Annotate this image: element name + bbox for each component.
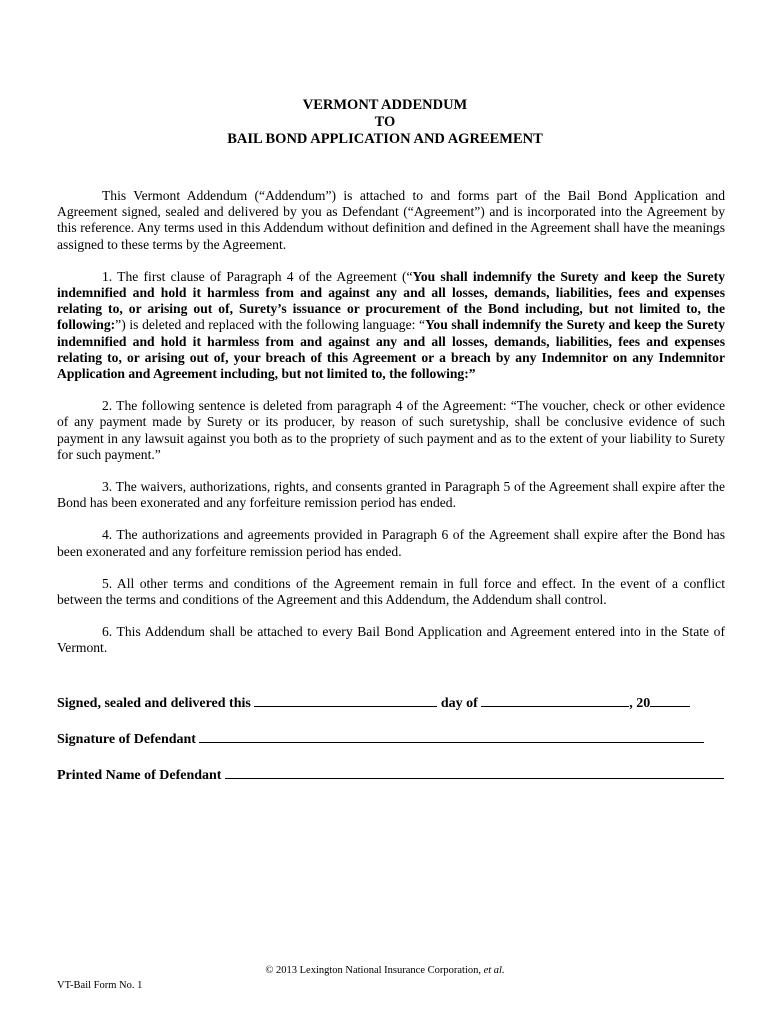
paragraph-1 (57, 269, 725, 382)
intro-paragraph: This Vermont Addendum (“Addendum”) is attached to and forms part of the Bail Bond Application and Agreement signed, sealed and delivered by you as Defendant (“Agreement”) and is incorporated into the Agreement by this reference. Any terms used in this Addendum without definition and defined in the Agreement shall have the meanings assigned to these terms by the Agreement. (57, 188, 725, 252)
document-title (0, 97, 770, 148)
title-line-1: VERMONT ADDENDUM (302, 97, 468, 113)
form-number: VT-Bail Form No. 1 (57, 980, 143, 991)
paragraph-3: 3. The waivers, authorizations, rights, and consents granted in Paragraph 5 of the Agreement shall expire after the Bond has been exonerated and any forfeiture remission period has ended. (57, 479, 725, 511)
printed-name-label: Printed Name of Defendant (57, 768, 222, 783)
title-line-3: BAIL BOND APPLICATION AND AGREEMENT (227, 131, 543, 147)
day-blank[interactable] (254, 693, 437, 707)
year-blank[interactable] (650, 693, 690, 707)
month-blank[interactable] (481, 693, 629, 707)
defendant-signature-label: Signature of Defendant (57, 732, 196, 747)
year-prefix: , 20 (629, 696, 651, 711)
paragraph-1-lead: 1. The first clause of Paragraph 4 of the Agreement (“ (102, 268, 413, 284)
paragraph-1-mid: ”) is deleted and replaced with the following language: “ (115, 317, 426, 333)
defendant-signature-line (57, 729, 757, 748)
copyright-text: © 2013 Lexington National Insurance Corporation, (265, 965, 481, 976)
signed-date-line (57, 693, 757, 712)
paragraph-2: 2. The following sentence is deleted from paragraph 4 of the Agreement: “The voucher, check or other evidence of any payment made by Surety or its producer, by reason of such suretyship, shall be conclusive evidence of such payment in any lawsuit against you both as to the propriety of such payment and as to the extent of your liability to Surety for such payment.” (57, 398, 725, 462)
day-of-label: day of (440, 696, 478, 711)
copyright-notice (0, 963, 770, 979)
signed-label: Signed, sealed and delivered this (57, 696, 251, 711)
paragraph-4: 4. The authorizations and agreements provided in Paragraph 6 of the Agreement shall expire after the Bond has been exonerated and any forfeiture remission period has ended. (57, 527, 725, 559)
paragraph-5: 5. All other terms and conditions of the Agreement remain in full force and effect. In the event of a conflict between the terms and conditions of the Agreement and this Addendum, the Addendum shall control. (57, 575, 725, 608)
paragraph-1-old-clause: You shall indemnify the Surety and keep the Surety indemnified and hold it harmless from and against any and all losses, demands, liabilities, fees and expenses relating to, or arising out of, Surety’s issuance or procurement of the Bond including, but not limited to, the following: (57, 268, 725, 333)
paragraph-6: 6. This Addendum shall be attached to every Bail Bond Application and Agreement entered into in the State of Vermont. (57, 624, 725, 656)
signature-block (57, 693, 757, 801)
printed-name-line (57, 765, 757, 784)
addendum-body (57, 188, 725, 673)
title-line-2: TO (374, 114, 396, 130)
defendant-signature-blank[interactable] (199, 729, 704, 743)
paragraph-1-new-clause: You shall indemnify the Surety and keep the Surety indemnified and hold it harmless from and against any and all losses, demands, liabilities, fees and expenses relating to, or arising out of, your breach of this Agreement or a breach by any Indemnitor on any Indemnitor Application and Agreement including, but not limited to, the following:” (57, 317, 725, 382)
et-al-text: et al. (483, 965, 505, 976)
printed-name-blank[interactable] (225, 765, 724, 779)
